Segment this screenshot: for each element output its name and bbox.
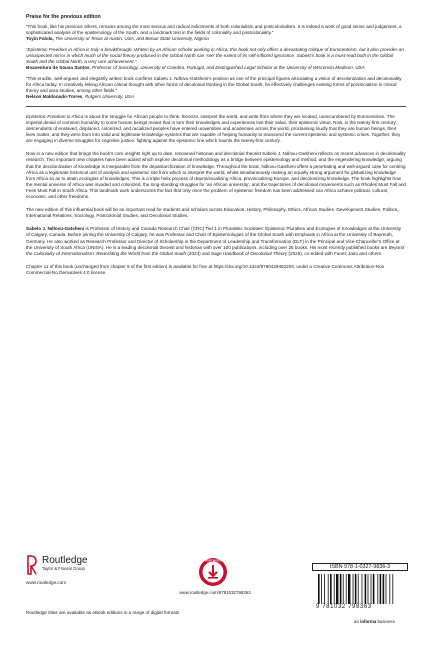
barcode-bar — [355, 574, 357, 604]
barcode-bar — [371, 574, 372, 604]
barcode-bar — [336, 574, 338, 604]
publisher-url[interactable]: www.routledge.com — [26, 580, 67, 585]
barcode-icon — [316, 574, 406, 604]
barcode-bar — [380, 574, 382, 604]
routledge-mark-icon — [26, 554, 38, 576]
quote-attribution: Toyin Falola, The University of Texas at Austin, USA, and Benue State University, Nigeria — [26, 36, 209, 42]
description-paragraph: Epistemic Freedom in Africa is about the struggle for African people to think, theorize, interpret the world, and write from where they are located, unencumbered by Eurocentrism. The imperial denial of common humanity to some human beings meant that in turn their knowledges and experiences lost their value, their epistemic virtue. Now, in the twenty-first century, descendants of enslaved, displaced, colonized, and racialized peoples have entered universities and academies across the world, proclaiming loudly that they are human beings, their lives matter, and they were born into valid and legitimate knowledge systems that are capable of helping humanity to transcend the current epistemic and systemic crises. Together, they are engaging in diverse struggles for cognitive justice, fighting against the epistemic line which haunts the twenty-first century. — [26, 113, 401, 144]
informa-business-mark: an informa business — [354, 619, 395, 624]
quote-attribution: Nelson Maldonado-Torres, Rutgers University, USA — [26, 94, 135, 100]
quote-falola — [26, 24, 406, 42]
praise-heading: Praise for the previous edition — [26, 14, 101, 20]
barcode-bar — [334, 574, 335, 604]
barcode-bar — [353, 574, 354, 604]
barcode-bar — [383, 574, 385, 604]
quote-text: “Epistemic Freedom in Africa is truly a breakthrough. Written by an African scholar working in Africa, this book not only offers a devastating critique of Eurocentrism, but it also provides an unsuspected mirror in which much of the social theory produced in the Global North can ‘see’ the extent of its self-inflicted ignorance. Sabelo’s book is a must-read both in the Global South and the Global North, a very rare achievement.” — [26, 46, 404, 65]
barcode-bar — [386, 574, 387, 604]
barcode-bar — [358, 574, 359, 604]
barcode-bar — [321, 574, 322, 604]
quote-text: “This book, like his previous others, remains among the most serious and radical indictments of both colonialism and postcolonialism. It is indeed a work of good sense and judgement, a sophisticated analysis of the epistemology of the South, and a landmark text in the fields of coloniality and postcoloniality.” — [26, 24, 402, 36]
barcode-bar — [348, 574, 350, 604]
barcode-bar — [328, 574, 329, 604]
barcode-bar — [389, 574, 390, 604]
barcode-bar — [318, 574, 320, 604]
barcode-bar — [324, 574, 325, 604]
quote-text: “This erudite, well-argued, and elegantly written book confirms Sabelo J. Ndlovu-Gatsheni’s position as one of the principal figures articulating a vision of decolonization and decoloniality for Africa today. In creatively linking African critical thought with other forms of decolonial thinking in the Global South, he effectively challenges existing forms of provincialism in critical theory and area studies, among other fields.” — [26, 75, 402, 93]
isbn-label: ISBN 978-1-0327-9836-3 — [312, 563, 408, 571]
barcode-bar — [343, 574, 344, 604]
barcode-digits: 9 781032 798363 — [316, 604, 372, 610]
author-bio: Sabelo J. Ndlovu-Gatsheni is Professor of History and Canada Research Chair (CRC) Tier 1 in Pluralistic Societies: Epistemic Pluralism and Ecologies of Knowledges at the University of Calgary, Canada. Before joining the University of Calgary, he was Professor and Chair of Epistemologies of the Global South with Emphasis in Africa at the University of Bayreuth, Germany. He also worked as Research Professor and Director of Scholarship in the Department of Leadership and Transformation (DLT) in the Principal and Vice-Chancellor’s Office at the University of South Africa (UNISA). He is a leading decolonial theorist and historian with over 100 publications, including over 25 books. His most recently published books are Beyond the Coloniality of Internationalism: Reworlding the World from the Global South (2024) and Sage Handbook of Decolonial Theory (2025), co-edited with Funez Jairo and others. — [26, 226, 405, 256]
ebook-note: Routledge titles are available as eBook editions in a range of digital formats — [26, 610, 180, 615]
barcode-bar — [392, 574, 393, 604]
barcode-bar — [346, 574, 347, 604]
quote-santos — [26, 47, 406, 71]
barcode-bar — [377, 574, 378, 604]
badge-text: SUPPORT MATERIAL — [199, 559, 227, 563]
routledge-logo — [26, 554, 116, 592]
new-edition-paragraph: Now in a new edition that brings the book’s core insights right up to date, renowned historian and decolonial theorist Sabelo J. Ndlovu-Gatsheni reflects on recent advances in decoloniality research. Two important new chapters have been added which explore decolonial methodology as a bridge between epistemology and method, and the engendering knowledge, arguing that the decolonization of knowledge is inseparable from the depatriarchization of knowledge. Throughout the book, Ndlovu-Gatsheni offers a penetrating and well-argued case for centring Africa as a legitimate historical unit of analysis and epistemic site from which to interpret the world, whilst simultaneously making an equally strong argument for globalizing knowledge from Africa so as to attain ecologies of knowledges. This is a triple helix process of deprovincializing Africa, provincializing Europe, and decolonizing knowledge. The book highlights how the mental universe of Africa was invaded and colonized, the long-standing struggles for ‘an African university’, and the trajectories of decolonial movements such as Rhodes Must Fall and Fees Must Fall in South Africa. This landmark work underscores the fact that only once the problem of epistemic freedom has been addressed can Africa achieve political, cultural, economic, and other freedoms. — [26, 151, 406, 200]
support-material-badge-icon — [198, 557, 228, 587]
barcode-bar — [330, 574, 332, 604]
open-access-note: Chapter 11 of this book (unchanged from chapter 9 of the first edition) is available for free at https://doi.org/10.4324/9780429492204, under a Creative Commons Attribution-Non Commercial-No Derivatives 4.0 license. — [26, 263, 385, 275]
audience-paragraph: The new edition of this influential book will be an important read for students and scholars across Education, History, Philosophy, Ethics, African Studies, Development Studies, Politics, International Relations, Sociology, Postcolonial Studies, and Decolonial Studies. — [26, 207, 399, 219]
support-material-url[interactable]: www.routledge.com/9781032798363 — [179, 590, 251, 595]
publisher-group: Taylor & Francis Group — [42, 566, 85, 571]
barcode-bar — [362, 574, 363, 604]
barcode-bar — [368, 574, 369, 604]
quote-maldonado — [26, 76, 406, 100]
barcode-bar — [373, 574, 375, 604]
publisher-name: Routledge — [42, 555, 88, 566]
divider — [26, 106, 406, 107]
barcode-bar — [365, 574, 367, 604]
barcode-bar — [340, 574, 342, 604]
quote-attribution: Boaventura de Sousa Santos, Professor of Sociology, University of Coimbra, Portugal, and Distinguished Legal Scholar at the University of Wisconsin-Madison, USA — [26, 65, 365, 71]
